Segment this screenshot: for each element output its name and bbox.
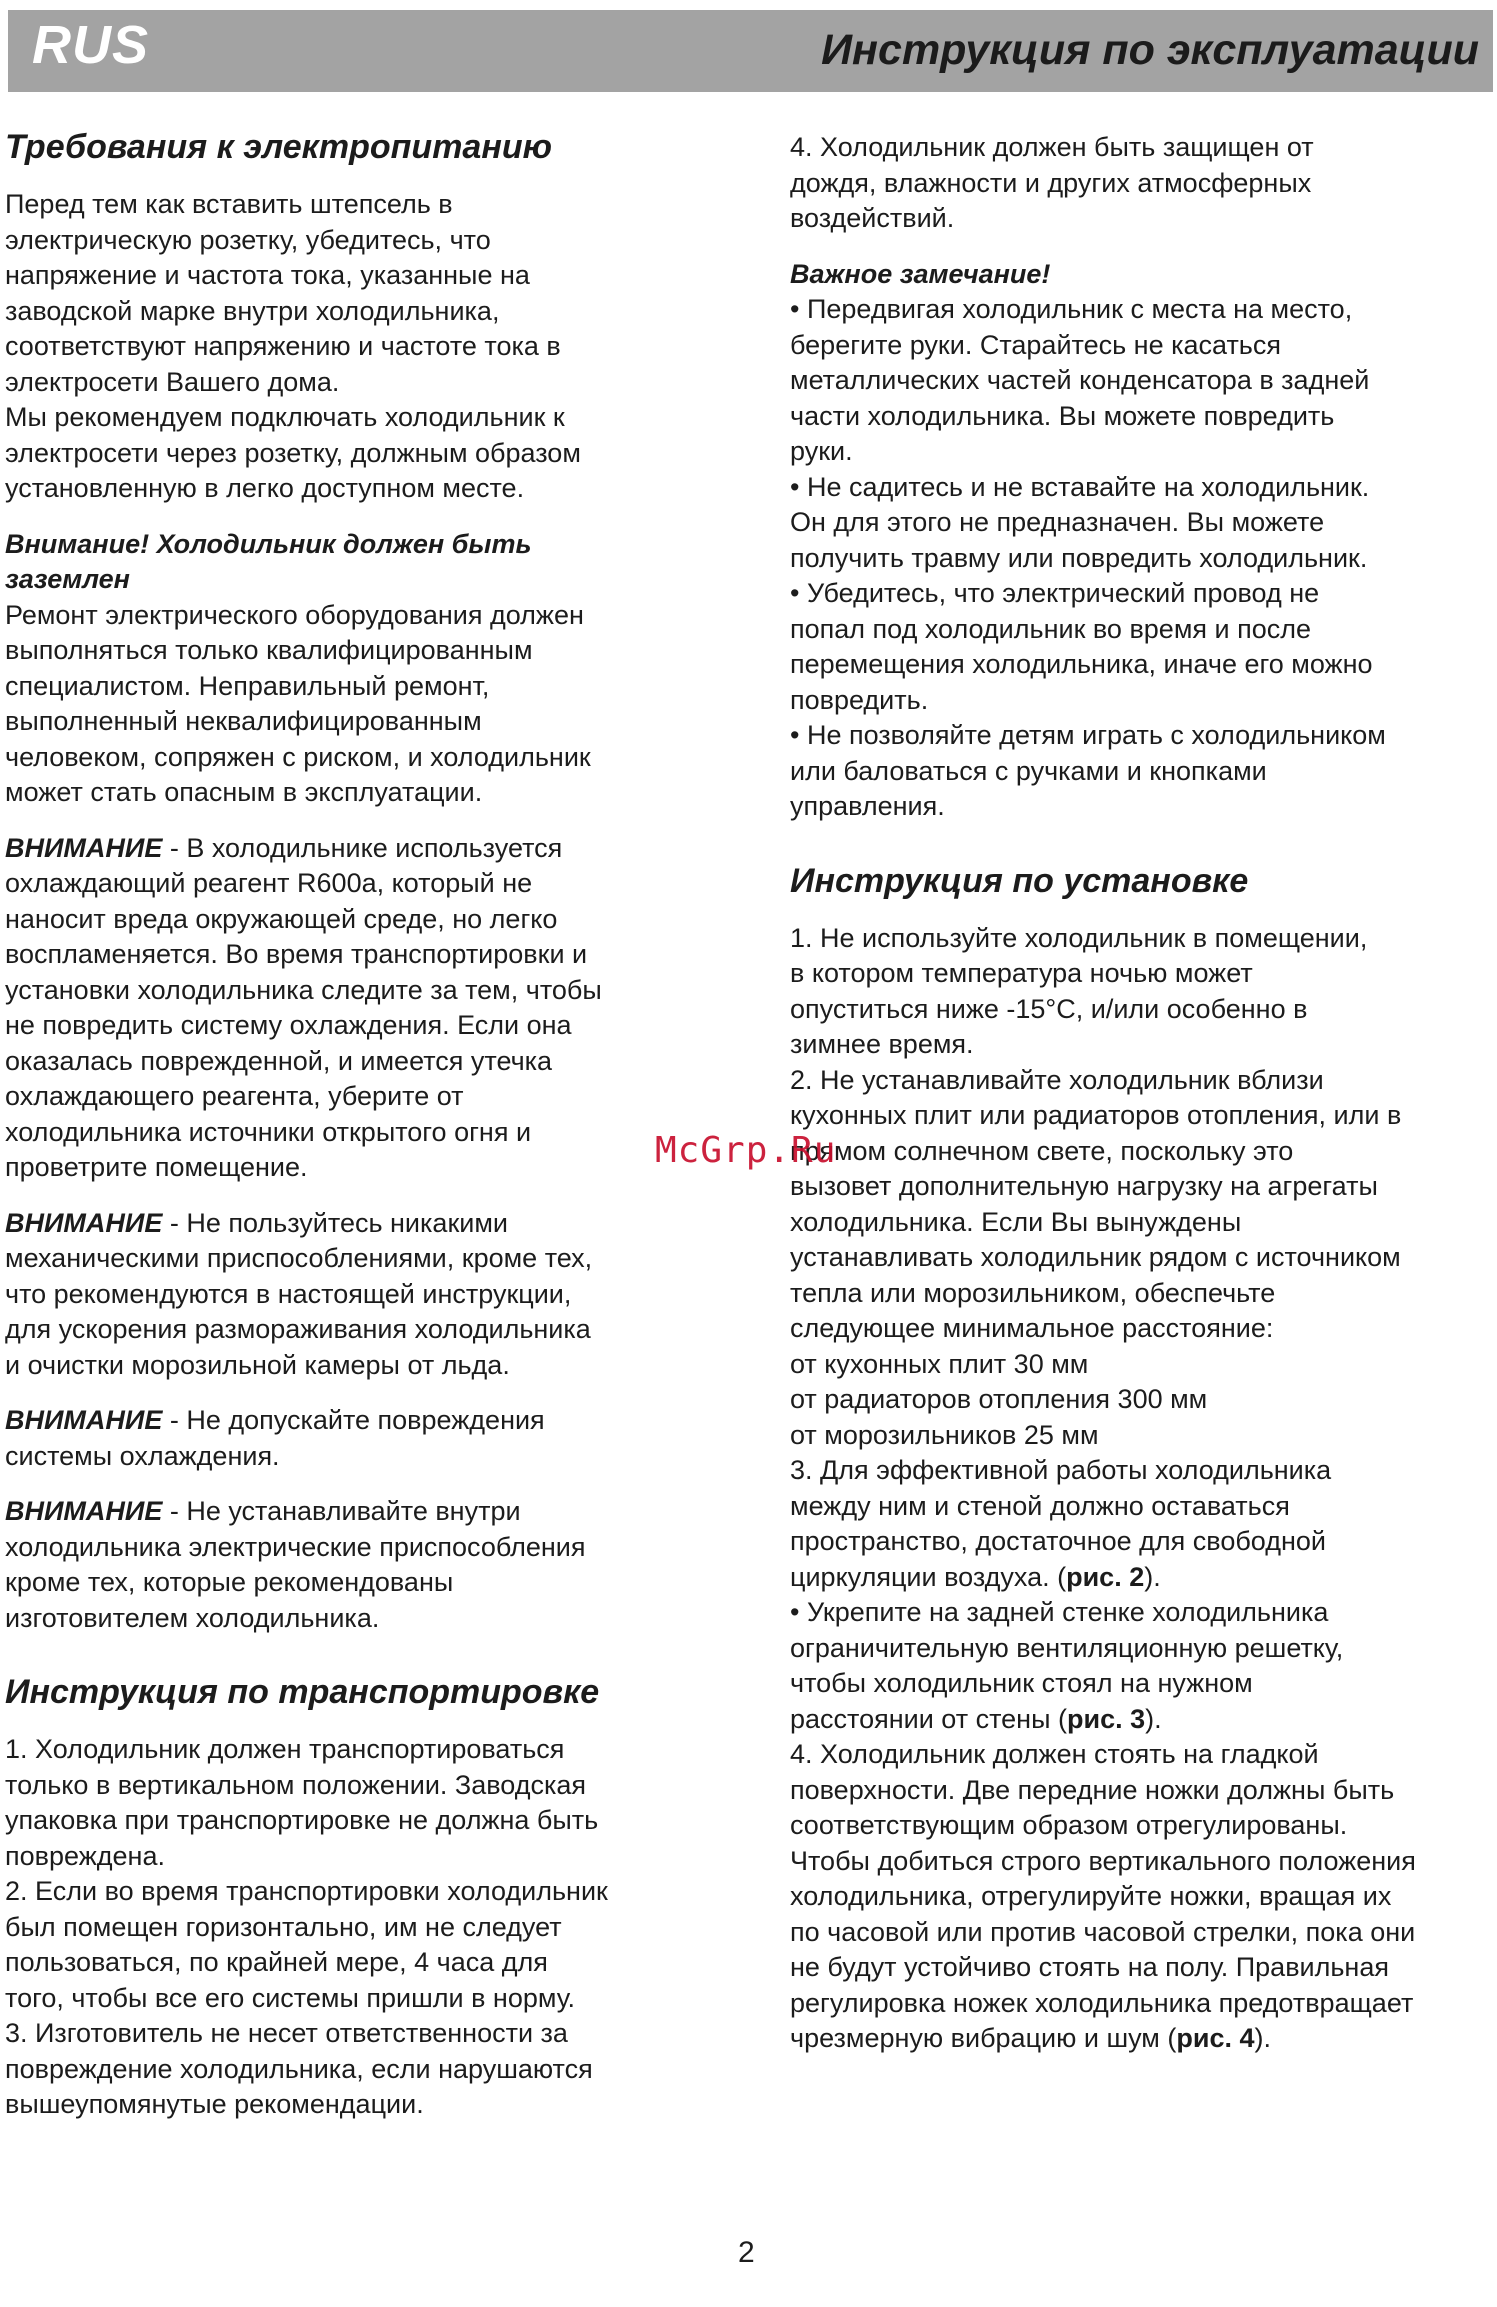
text-line: получить травму или повредить холодильник.	[790, 542, 1368, 573]
text-line: холодильника, отрегулируйте ножки, вращая их	[790, 1881, 1392, 1911]
text-line: регулировка ножек холодильника предотвращает	[790, 1987, 1414, 2018]
text-line: воздействий.	[790, 203, 955, 233]
text-line: Внимание! Холодильник должен быть	[5, 528, 532, 559]
text-line: 2. Если во время транспортировки холодильник	[5, 1876, 608, 1906]
text-line: для ускорения размораживания холодильника	[5, 1314, 591, 1344]
text-line: того, чтобы все его системы пришли в норму.	[5, 1982, 576, 2013]
text-line: и очистки морозильной камеры от льда.	[5, 1349, 510, 1380]
warning-3-lines	[5, 1439, 725, 1475]
text-line: дождя, влажности и других атмосферных	[790, 167, 1312, 198]
text-line: повреждение холодильника, если нарушаются	[5, 2053, 593, 2084]
warning-4-lines	[5, 1530, 725, 1637]
text-line: пользоваться, по крайней мере, 4 часа для	[5, 1947, 548, 1977]
power-paragraph	[5, 187, 725, 507]
text-line: напряжение и частота тока, указанные на	[5, 260, 530, 290]
text-line: может стать опасным в эксплуатации.	[5, 777, 483, 807]
install-heading: Инструкция по установке	[790, 861, 1249, 900]
figure-ref-3: рис. 3	[1067, 1703, 1146, 1734]
text-line: Чтобы добиться строго вертикального положения	[790, 1845, 1416, 1876]
install-text: расстоянии от стены (	[790, 1703, 1067, 1734]
text-line: электросети через розетку, должным образом	[5, 437, 581, 468]
text-line: от морозильников 25 мм	[790, 1419, 1099, 1450]
warning-1	[5, 831, 725, 1186]
right-column	[790, 130, 1495, 2057]
text-line: воспламеняется. Во время транспортировки и	[5, 939, 588, 969]
text-line: 3. Для эффективной работы холодильника	[790, 1455, 1332, 1485]
spacer	[5, 1186, 725, 1206]
text-line: системы охлаждения.	[5, 1440, 280, 1471]
text-line: соответствующим образом отрегулированы.	[790, 1810, 1348, 1840]
text-line: холодильника. Если Вы вынуждены	[790, 1206, 1242, 1237]
text-line: по часовой или против часовой стрелки, пока они	[790, 1916, 1416, 1947]
text-line: холодильника источники открытого огня и	[5, 1116, 532, 1147]
text-line: • Передвигая холодильник с места на место,	[790, 294, 1353, 324]
text-line: вызовет дополнительную нагрузку на агрегаты	[790, 1171, 1378, 1201]
install-fig4-line	[790, 2021, 1495, 2057]
transport-item-4	[790, 130, 1495, 237]
warning-3	[5, 1403, 725, 1474]
text-line: заземлен	[5, 564, 130, 594]
text-line: упаковка при транспортировке не должна быть	[5, 1805, 599, 1835]
text-line: • Не садитесь и не вставайте на холодильник.	[790, 471, 1370, 502]
text-line: только в вертикальном положении. Заводская	[5, 1769, 587, 1800]
install-fig3-line	[790, 1702, 1495, 1738]
spacer	[5, 1636, 725, 1672]
watermark: McGrp.Ru	[655, 1130, 837, 1171]
text-line: установки холодильника следите за тем, чтобы	[5, 974, 602, 1005]
text-line: Перед тем как вставить штепсель в	[5, 189, 453, 219]
figure-ref-2: рис. 2	[1066, 1561, 1145, 1592]
text-line: выполняться только квалифицированным	[5, 635, 533, 665]
ground-warning-heading	[5, 527, 725, 598]
warning-label: ВНИМАНИЕ	[5, 1496, 163, 1526]
install-text: циркуляции воздуха. (	[790, 1561, 1067, 1592]
transport-heading: Инструкция по транспортировке	[5, 1673, 600, 1711]
spacer	[5, 507, 725, 527]
warning-2	[5, 1206, 725, 1384]
spacer	[790, 825, 1495, 861]
text-line: руки.	[790, 436, 853, 466]
install-paragraph-c	[790, 1737, 1495, 2021]
figure-ref-4: рис. 4	[1176, 2023, 1255, 2053]
text-line: опуститься ниже -15°С, и/или особенно в	[790, 993, 1308, 1024]
install-text: чрезмерную вибрацию и шум (	[790, 2023, 1177, 2053]
text-line: 1. Холодильник должен транспортироваться	[5, 1734, 565, 1764]
text-line: выполненный неквалифицированным	[5, 706, 482, 736]
install-text: ).	[1144, 1561, 1161, 1592]
text-line: наносит вреда окружающей среде, но легко	[5, 903, 558, 934]
text-line: чтобы холодильник стоял на нужном	[790, 1668, 1253, 1698]
text-line: 3. Изготовитель не несет ответственности за	[5, 2018, 568, 2048]
text-line: установленную в легко доступном месте.	[5, 473, 525, 503]
text-line: от кухонных плит 30 мм	[790, 1348, 1089, 1379]
text-line: не повредить систему охлаждения. Если она	[5, 1010, 572, 1040]
text-line: в котором температура ночью может	[790, 958, 1253, 988]
text-line: между ним и стеной должно оставаться	[790, 1490, 1290, 1521]
warning-text: - Не допускайте повреждения	[162, 1405, 545, 1435]
text-line: ограничительную вентиляционную решетку,	[790, 1632, 1344, 1663]
text-line: металлических частей конденсатора в задней	[790, 365, 1370, 395]
text-line: • Укрепите на задней стенке холодильника	[790, 1597, 1329, 1627]
text-line: Ремонт электрического оборудования должен	[5, 599, 584, 630]
warning-4	[5, 1494, 725, 1636]
warning-2-lines	[5, 1241, 725, 1383]
text-line: попал под холодильник во время и после	[790, 613, 1312, 644]
install-text: ).	[1145, 1703, 1162, 1734]
warning-label: ВНИМАНИЕ	[5, 1405, 163, 1435]
text-line: • Убедитесь, что электрический провод не	[790, 578, 1320, 608]
text-line: человеком, сопряжен с риском, и холодильник	[5, 741, 591, 772]
text-line: кроме тех, которые рекомендованы	[5, 1567, 454, 1597]
install-fig2-line	[790, 1560, 1495, 1596]
text-line: 4. Холодильник должен быть защищен от	[790, 132, 1314, 162]
important-note-list	[790, 292, 1495, 825]
text-line: электрическую розетку, убедитесь, что	[5, 224, 491, 255]
text-line: 2. Не устанавливайте холодильник вблизи	[790, 1064, 1324, 1095]
install-paragraph-b	[790, 1595, 1495, 1702]
text-line: 4. Холодильник должен стоять на гладкой	[790, 1739, 1319, 1769]
spacer	[790, 237, 1495, 257]
text-line: изготовителем холодильника.	[5, 1602, 380, 1633]
text-line: от радиаторов отопления 300 мм	[790, 1384, 1208, 1414]
text-line: проветрите помещение.	[5, 1152, 308, 1182]
text-line: части холодильника. Вы можете повредить	[790, 400, 1335, 431]
left-column	[5, 127, 725, 2123]
text-line: повредить.	[790, 684, 929, 715]
text-line: или баловаться с ручками и кнопками	[790, 755, 1267, 786]
warning-text: - Не устанавливайте внутри	[162, 1496, 521, 1526]
text-line: тепла или морозильником, обеспечьте	[790, 1277, 1276, 1308]
text-line: Он для этого не предназначен. Вы можете	[790, 507, 1325, 537]
text-line: прямом солнечном свете, поскольку это	[790, 1135, 1294, 1166]
text-line: что рекомендуются в настоящей инструкции,	[5, 1278, 572, 1309]
text-line: был помещен горизонтально, им не следует	[5, 1911, 562, 1942]
text-line: • Не позволяйте детям играть с холодильником	[790, 720, 1386, 750]
text-line: пространство, достаточное для свободной	[790, 1526, 1326, 1556]
text-line: охлаждающий реагент R600a, который не	[5, 868, 533, 898]
text-line: оказалась поврежденной, и имеется утечка	[5, 1045, 553, 1076]
text-line: следующее минимальное расстояние:	[790, 1313, 1274, 1343]
text-line: Мы рекомендуем подключать холодильник к	[5, 402, 565, 432]
text-line: повреждена.	[5, 1840, 165, 1871]
repair-paragraph	[5, 598, 725, 811]
language-label: RUS	[32, 15, 150, 75]
text-line: не будут устойчиво стоять на полу. Правильная	[790, 1952, 1389, 1982]
spacer	[5, 1383, 725, 1403]
warning-label: ВНИМАНИЕ	[5, 832, 163, 863]
text-line: холодильника электрические приспособления	[5, 1531, 586, 1562]
text-line: устанавливать холодильник рядом с источником	[790, 1242, 1401, 1272]
warning-label: ВНИМАНИЕ	[5, 1207, 163, 1238]
install-paragraph-a	[790, 921, 1495, 1560]
text-line: механическими приспособлениями, кроме тех,	[5, 1243, 593, 1273]
important-note-heading: Важное замечание!	[790, 258, 1051, 289]
install-text: ).	[1254, 2023, 1271, 2053]
warning-1-lines	[5, 866, 725, 1186]
text-line: кухонных плит или радиаторов отопления, или в	[790, 1100, 1402, 1130]
text-line: охлаждающего реагента, уберите от	[5, 1081, 464, 1111]
text-line: берегите руки. Старайтесь не касаться	[790, 329, 1281, 360]
page-number: 2	[738, 2236, 755, 2269]
spacer	[5, 811, 725, 831]
text-line: электросети Вашего дома.	[5, 366, 340, 397]
text-line: зимнее время.	[790, 1029, 974, 1059]
text-line: заводской марке внутри холодильника,	[5, 295, 500, 326]
text-line: управления.	[790, 791, 945, 821]
page-header	[8, 10, 1493, 92]
transport-paragraph	[5, 1732, 725, 2123]
text-line: вышеупомянутые рекомендации.	[5, 2089, 424, 2119]
power-heading: Требования к электропитанию	[5, 128, 553, 166]
text-line: 1. Не используйте холодильник в помещении,	[790, 922, 1368, 953]
text-line: поверхности. Две передние ножки должны быть	[790, 1774, 1395, 1805]
spacer	[5, 1474, 725, 1494]
warning-text: - В холодильнике используется	[162, 832, 563, 863]
text-line: специалистом. Неправильный ремонт,	[5, 670, 490, 701]
text-line: соответствуют напряжению и частоте тока в	[5, 331, 561, 361]
warning-text: - Не пользуйтесь никакими	[162, 1207, 508, 1238]
document-title: Инструкция по эксплуатации	[821, 26, 1479, 74]
text-line: перемещения холодильника, иначе его можно	[790, 649, 1373, 679]
